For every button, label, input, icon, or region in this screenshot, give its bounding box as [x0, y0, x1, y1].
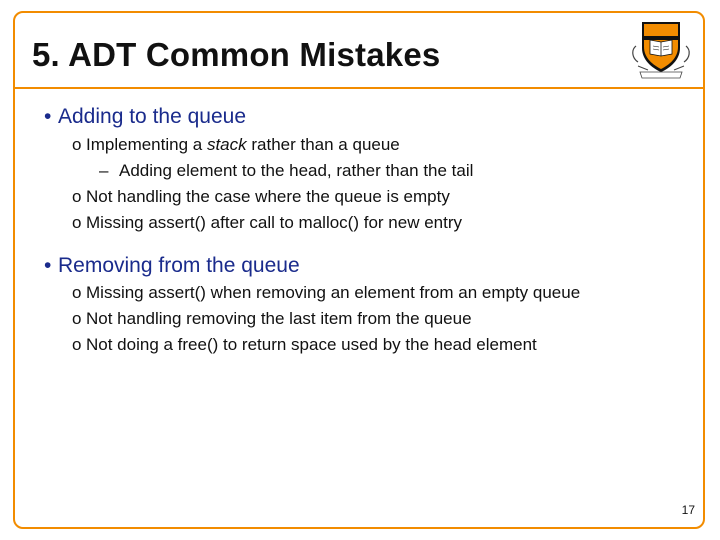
list-item: [72, 135, 400, 155]
logo-svg: [628, 16, 694, 82]
bullet-adding-to-queue: [44, 105, 246, 129]
list-item-text: Not doing a free() to return space used by the head element: [86, 335, 537, 354]
list-item: [72, 335, 537, 355]
list-marker: o: [72, 135, 82, 154]
bullet-heading: Removing from the queue: [58, 254, 300, 277]
bullet-dot: •: [44, 105, 52, 128]
list-item: [72, 283, 580, 303]
sub-list-item: [99, 161, 473, 181]
text-emphasis: stack: [206, 135, 247, 154]
title-divider: [13, 87, 705, 89]
bullet-dot: •: [44, 254, 52, 277]
list-item-text: [86, 135, 400, 154]
list-marker: o: [72, 187, 82, 206]
list-item: [72, 309, 472, 329]
list-item-text: Not handling removing the last item from the queue: [86, 309, 472, 328]
text-before: Implementing a: [86, 135, 207, 154]
list-marker: o: [72, 309, 82, 328]
left-branch: [633, 46, 638, 62]
bullet-heading: Adding to the queue: [58, 105, 246, 128]
list-marker: o: [72, 213, 82, 232]
list-item-text: Not handling the case where the queue is empty: [86, 187, 450, 206]
shield-chevron: [644, 36, 678, 40]
list-item: [72, 187, 450, 207]
list-marker: o: [72, 283, 82, 302]
list-item: [72, 213, 462, 233]
right-branch: [684, 46, 689, 62]
list-item-text: Missing assert() when removing an element from an empty queue: [86, 283, 581, 302]
bullet-removing-from-queue: [44, 254, 300, 278]
motto-ribbon: [640, 72, 682, 78]
princeton-shield-icon: [628, 16, 694, 82]
list-marker: o: [72, 335, 82, 354]
page-number: 17: [681, 503, 695, 517]
text-after: rather than a queue: [246, 135, 400, 154]
dash-marker: –: [99, 161, 109, 180]
sub-list-item-text: Adding element to the head, rather than the tail: [119, 161, 474, 180]
slide-title: 5. ADT Common Mistakes: [32, 36, 441, 73]
list-item-text: Missing assert() after call to malloc() for new entry: [86, 213, 462, 232]
